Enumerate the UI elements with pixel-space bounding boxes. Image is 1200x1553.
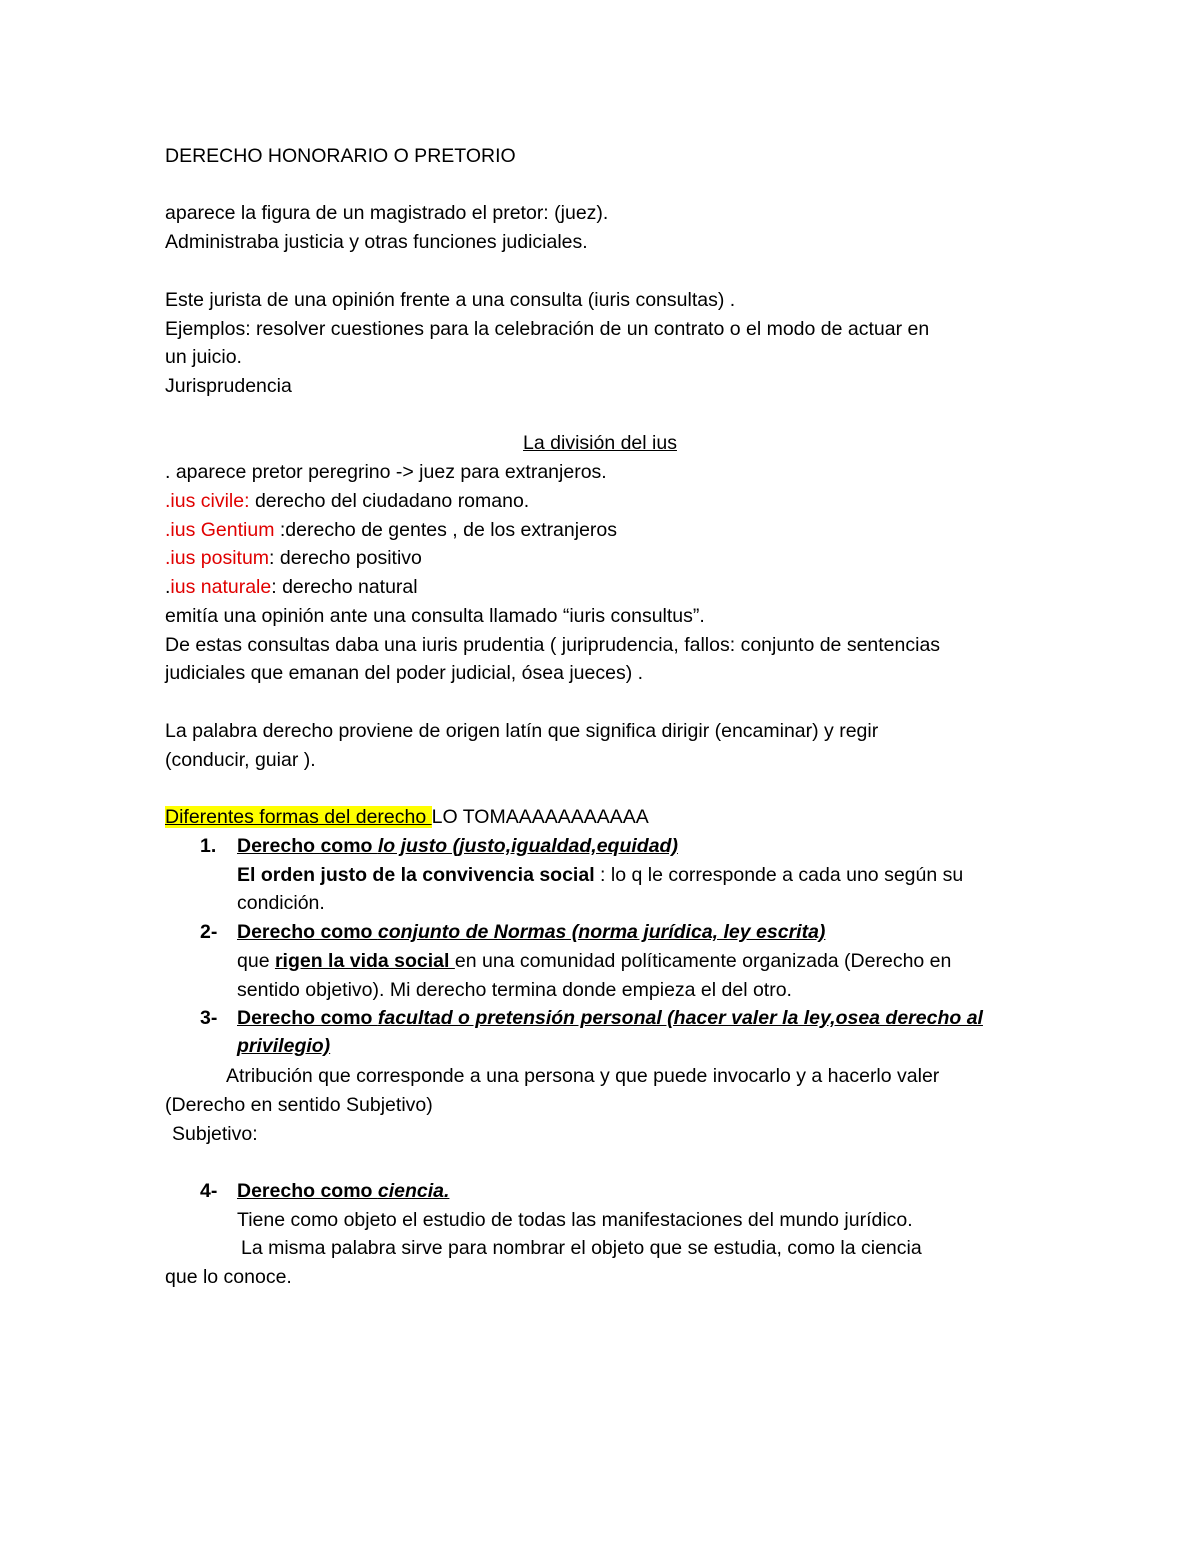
item-1-lead: Derecho como [237, 835, 378, 857]
item-2-lead: Derecho como [237, 921, 378, 943]
item-3-line-1: Atribución que corresponde a una persona y que puede invocarlo y a hacerlo valer [226, 1065, 940, 1087]
item-2-number: 2- [200, 921, 218, 943]
ius-naturale-def: : derecho natural [271, 576, 418, 598]
item-2-pre: que [237, 950, 275, 972]
ius-gentium-def: :derecho de gentes , de los extranjeros [274, 519, 618, 541]
item-2-italic: conjunto de Normas (norma jurídica, ley escrita) [377, 921, 826, 943]
division-line-1: . aparece pretor peregrino -> juez para extranjeros. [165, 461, 607, 483]
item-4-italic: ciencia. [377, 1180, 450, 1202]
item-3-lead: Derecho como [237, 1007, 378, 1029]
item-4-line-2: La misma palabra sirve para nombrar el objeto que se estudia, como la ciencia [241, 1237, 922, 1259]
item-4-line-3: que lo conoce. [165, 1266, 292, 1288]
item-2-line-1 [237, 947, 951, 975]
item-3-line-3: Subjetivo: [172, 1123, 258, 1145]
item-3-italic: facultad o pretensión personal (hacer valer la ley,osea derecho al [377, 1007, 983, 1029]
ius-positum-def: : derecho positivo [269, 547, 422, 569]
ius-civile-def: derecho del ciudadano romano. [249, 490, 530, 512]
formas-heading-row [165, 803, 649, 831]
division-heading: La división del ius [523, 432, 677, 454]
item-3-heading [200, 1004, 983, 1032]
division-line-7: De estas consultas daba una iuris prudentia ( juriprudencia, fallos: conjunto de sentencias [165, 634, 941, 656]
item-1-italic: lo justo (justo,igualdad,equidad) [377, 835, 678, 857]
item-2-rest: en una comunidad políticamente organizada (Derecho en [454, 950, 952, 972]
division-heading-row [0, 429, 1200, 457]
jurista-line-1: Este jurista de una opinión frente a una consulta (iuris consultas) . [165, 289, 736, 311]
formas-heading-tail: LO TOMAAAAAAAAAAA [431, 806, 649, 828]
division-line-8: judiciales que emanan del poder judicial, ósea jueces) . [165, 662, 644, 684]
item-3-italic-cont: privilegio) [237, 1035, 331, 1057]
ius-naturale-term: ius naturale [170, 576, 272, 598]
jurista-line-3: un juicio. [165, 346, 242, 368]
ius-naturale-line [165, 573, 418, 601]
intro-line-1: aparece la figura de un magistrado el pretor: (juez). [165, 202, 609, 224]
ius-positum-term: .ius positum [165, 547, 270, 569]
item-2-heading [200, 918, 825, 946]
item-3-number: 3- [200, 1007, 218, 1029]
item-4-lead: Derecho como [237, 1180, 378, 1202]
item-2-line-2: sentido objetivo). Mi derecho termina donde empieza el del otro. [237, 979, 792, 1001]
division-line-6: emitía una opinión ante una consulta llamado “iuris consultus”. [165, 605, 705, 627]
ius-civile-term: .ius civile: [165, 490, 250, 512]
ius-gentium-line [165, 516, 617, 544]
item-1-rest: : lo q le corresponde a cada uno según su [594, 864, 964, 886]
item-4-line-1: Tiene como objeto el estudio de todas las manifestaciones del mundo jurídico. [237, 1209, 913, 1231]
item-4-heading [200, 1177, 449, 1205]
jurista-line-2: Ejemplos: resolver cuestiones para la celebración de un contrato o el modo de actuar en [165, 318, 930, 340]
jurista-line-4: Jurisprudencia [165, 375, 292, 397]
item-1-heading [200, 832, 678, 860]
item-3-line-2: (Derecho en sentido Subjetivo) [165, 1094, 433, 1116]
item-1-line-2: condición. [237, 892, 325, 914]
ius-civile-line [165, 487, 529, 515]
item-1-bold: El orden justo de la convivencia social [237, 864, 595, 886]
ius-positum-line [165, 544, 422, 572]
document-title: DERECHO HONORARIO O PRETORIO [165, 145, 516, 167]
item-4-number: 4- [200, 1180, 218, 1202]
palabra-line-1: La palabra derecho proviene de origen latín que significa dirigir (encaminar) y regir [165, 720, 879, 742]
ius-naturale-dot: . [165, 576, 171, 598]
formas-heading: Diferentes formas del derecho [165, 806, 432, 828]
ius-gentium-term: .ius Gentium [165, 519, 275, 541]
item-1-number: 1. [200, 835, 217, 857]
item-1-line-1 [237, 861, 963, 889]
intro-line-2: Administraba justicia y otras funciones judiciales. [165, 231, 588, 253]
palabra-line-2: (conducir, guiar ). [165, 749, 316, 771]
item-2-bold: rigen la vida social [274, 950, 455, 972]
